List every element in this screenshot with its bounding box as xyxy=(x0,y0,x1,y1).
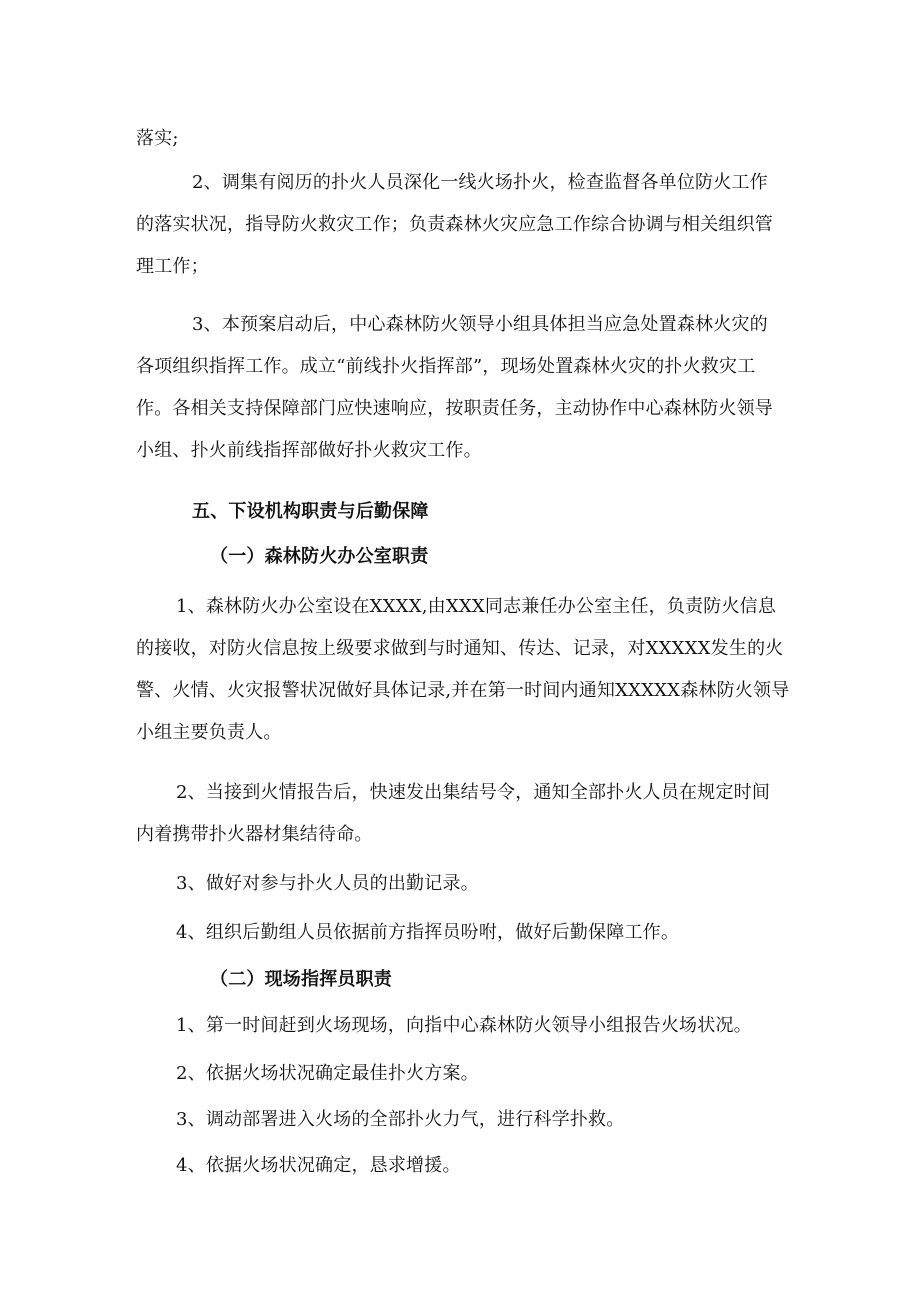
paragraph-commander-duty-3 xyxy=(136,1099,786,1141)
paragraph-commander-duty-4 xyxy=(136,1145,786,1187)
paragraph-office-duty-4 xyxy=(136,912,786,954)
text-line: 1、第一时间赶到火场现场，向指中心森林防火领导小组报告火场状况。 xyxy=(176,1015,752,1036)
text-line: 3、调动部署进入火场的全部扑火力气，进行科学扑救。 xyxy=(176,1109,625,1130)
paragraph-commander-duty-1 xyxy=(136,1005,786,1047)
paragraph-office-duty-1 xyxy=(136,586,790,754)
text-line: 2、调集有阅历的扑火人员深化一线火场扑火，检查监督各单位防火工作 xyxy=(192,172,768,193)
text-line: 的接收，对防火信息按上级要求做到与时通知、传达、记录，对XXXXX发生的火 xyxy=(136,638,784,659)
text-line: 警、火情、火灾报警状况做好具体记录,并在第一时间内通知XXXXX森林防火领导 xyxy=(136,680,790,701)
paragraph-office-duty-3 xyxy=(136,863,786,905)
text-line: 4、依据火场状况确定，恳求增援。 xyxy=(176,1155,461,1176)
text-line: 作。各相关支持保障部门应快速响应，按职责任务，主动协作中心森林防火领导 xyxy=(136,398,773,419)
text-line: 小组、扑火前线指挥部做好扑火救灾工作。 xyxy=(136,440,482,461)
paragraph-office-duty-2 xyxy=(136,772,786,856)
text-line: 4、组织后勤组人员依据前方指挥员吩咐，做好后勤保障工作。 xyxy=(176,922,680,943)
subsection-heading: （二）现场指挥员职责 xyxy=(210,969,392,990)
text-line: 2、依据火场状况确定最佳扑火方案。 xyxy=(176,1063,479,1084)
paragraph-item-2 xyxy=(136,162,786,288)
text-line: 各项组织指挥工作。成立“前线扑火指挥部”，现场处置森林火灾的扑火救灾工 xyxy=(136,356,756,377)
text-line: 2、当接到火情报告后，快速发出集结号令，通知全部扑火人员在规定时间 xyxy=(176,782,771,803)
text-line: 小组主要负责人。 xyxy=(136,722,282,743)
text-line: 3、做好对参与扑火人员的出勤记录。 xyxy=(176,873,479,894)
paragraph-commander-duty-2 xyxy=(136,1053,786,1095)
paragraph-continuation xyxy=(136,118,786,160)
text-line: 理工作； xyxy=(136,256,209,277)
text-line: 的落实状况，指导防火救灾工作；负责森林火灾应急工作综合协调与相关组织管 xyxy=(136,214,773,235)
section-heading: 五、下设机构职责与后勤保障 xyxy=(192,501,429,522)
text-line: 3、本预案启动后，中心森林防火领导小组具体担当应急处置森林火灾的 xyxy=(192,314,768,335)
text-line: 内着携带扑火器材集结待命。 xyxy=(136,824,373,845)
paragraph-item-3 xyxy=(136,304,786,472)
text-line: 1、森林防火办公室设在XXXX,由XXX同志兼任办公室主任，负责防火信息 xyxy=(176,596,777,617)
text-line: 落实; xyxy=(136,128,179,149)
subsection-heading: （一）森林防火办公室职责 xyxy=(210,546,429,567)
